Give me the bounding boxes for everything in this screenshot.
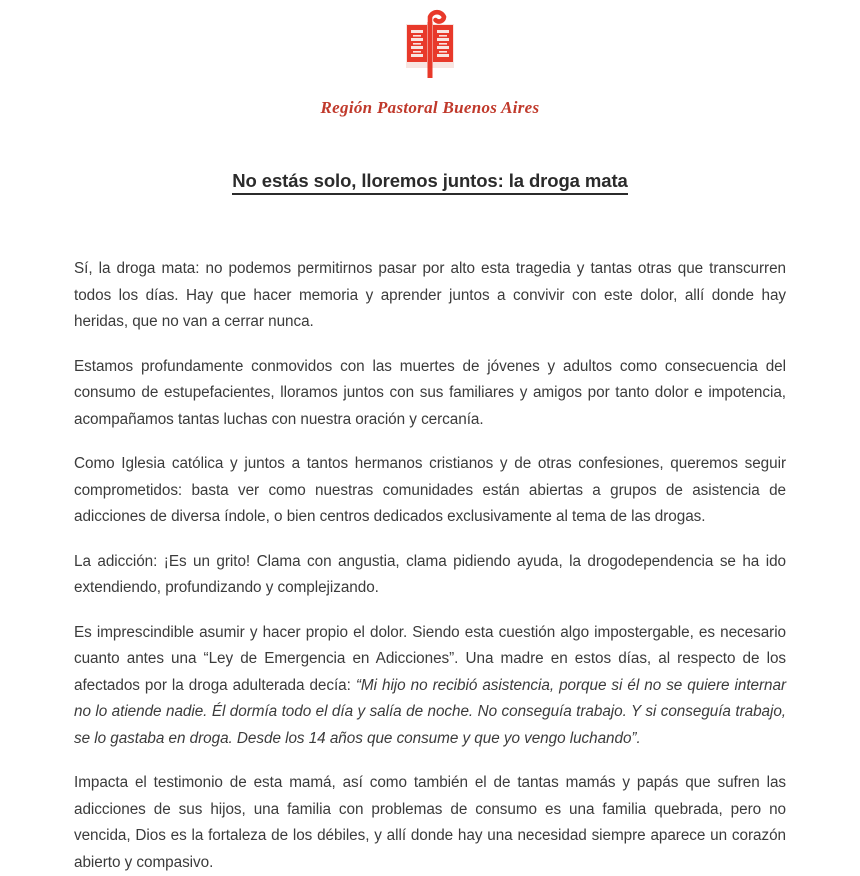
paragraph: Estamos profundamente conmovidos con las muertes de jóvenes y adultos como consecuencia del consumo de estupefacientes, lloramos juntos con sus familiares y amigos por tanto dolor e impotencia, acompañamos tantas luchas con nuestra oración y cercanía. <box>74 357 786 428</box>
paragraph: Como Iglesia católica y juntos a tantos hermanos cristianos y de otras confesiones, queremos seguir comprometidos: basta ver como nuestras comunidades están abiertas a grupos de asistencia de adicciones de diversa índole, o bien centros dedicados exclusivamente al tema de las drogas. <box>74 455 786 526</box>
paragraph-lead-text: Es imprescindible asumir y hacer propio el dolor. Siendo esta cuestión algo impostergable, es necesario cuanto antes una “Ley de Emergencia en Adicciones”. Una madre en estos días, al respecto de los afectados por la droga adulterada decía: <box>74 623 786 694</box>
paragraph: La adicción: ¡Es un grito! Clama con angustia, clama pidiendo ayuda, la drogodependencia se ha ido extendiendo, profundizando y complejizando. <box>74 552 786 597</box>
paragraph-with-quote <box>74 620 786 753</box>
page-title <box>0 170 860 192</box>
paragraph: Sí, la droga mata: no podemos permitirnos pasar por alto esta tragedia y tantas otras que transcurren todos los días. Hay que hacer memoria y aprender juntos a convivir con este dolor, allí donde hay heridas, que no van a cerrar nunca. <box>74 260 786 331</box>
testimony-quote: “Mi hijo no recibió asistencia, porque si él no se quiere internar no lo atiende nadie. Él dormía todo el día y salía de noche. No conseguía trabajo. Y si conseguía trabajo, se lo gastaba en droga. Desde los 14 años que consume y que yo vengo luchando”. <box>74 676 786 747</box>
letterhead <box>0 0 860 118</box>
page-title-text: No estás solo, lloremos juntos: la droga mata <box>232 170 627 195</box>
crosier-grid-emblem-icon <box>393 8 467 88</box>
organization-name: Región Pastoral Buenos Aires <box>320 98 540 117</box>
document-body <box>74 204 786 876</box>
paragraph: Impacta el testimonio de esta mamá, así como también el de tantas mamás y papás que sufren las adicciones de sus hijos, una familia con problemas de consumo es una familia quebrada, pero no vencida, Dios es la fortaleza de los débiles, y allí donde hay una necesidad siempre aparece un corazón abierto y compasivo. <box>74 774 786 871</box>
